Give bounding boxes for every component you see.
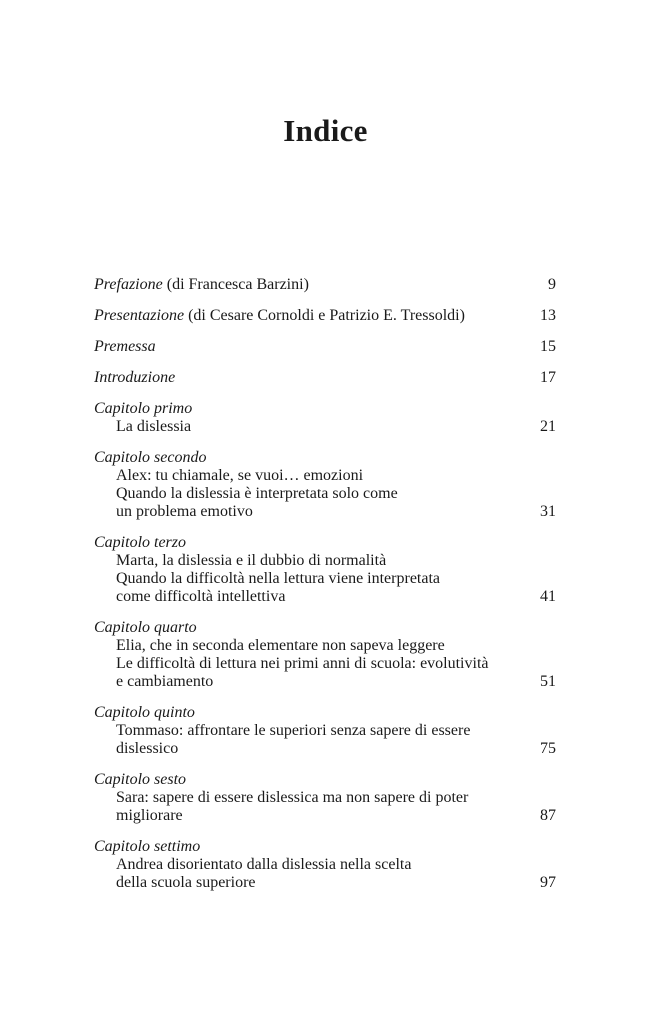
toc-entry-author: (di Francesca Barzini) [162, 276, 309, 293]
toc-page-number: 87 [540, 807, 556, 824]
toc-chapter[interactable] [94, 534, 556, 606]
toc-entry-label [94, 307, 530, 325]
toc-chapter[interactable] [94, 704, 556, 758]
chapter-title-line: migliorare [116, 807, 183, 824]
chapter-heading: Capitolo sesto [94, 771, 187, 788]
toc-page-number: 17 [540, 369, 556, 386]
chapter-title-line: Andrea disorientato dalla dislessia nella scelta [116, 856, 412, 873]
chapter-heading: Capitolo secondo [94, 449, 207, 466]
toc-entry-label [94, 338, 530, 356]
toc-page-number: 9 [548, 276, 556, 293]
toc-entry[interactable] [94, 369, 556, 387]
toc-entry-title: Premessa [94, 338, 156, 355]
toc-page-number: 31 [540, 503, 556, 520]
toc-entry-label [94, 276, 530, 294]
toc-entry-title: Prefazione [94, 276, 163, 293]
chapter-title-line: della scuola superiore [116, 874, 256, 891]
toc-chapter[interactable] [94, 771, 556, 825]
toc-chapter[interactable] [94, 449, 556, 521]
chapter-title-line: dislessico [116, 740, 179, 757]
toc-entry[interactable] [94, 276, 556, 294]
chapter-heading: Capitolo settimo [94, 838, 201, 855]
chapter-heading: Capitolo primo [94, 400, 193, 417]
toc-entry[interactable] [94, 338, 556, 356]
chapter-title-line: La dislessia [116, 418, 192, 435]
chapter-heading: Capitolo quinto [94, 704, 195, 721]
toc-chapter[interactable] [94, 838, 556, 892]
toc-page-number: 13 [540, 307, 556, 324]
chapter-title-line: Quando la difficoltà nella lettura viene interpretata [116, 570, 441, 587]
chapter-title-line: Sara: sapere di essere dislessica ma non sapere di poter [116, 789, 469, 806]
toc-page-number: 21 [540, 418, 556, 435]
toc-entry-title: Presentazione [94, 307, 185, 324]
toc-entry-label [94, 369, 530, 387]
chapter-title-line: come difficoltà intellettiva [116, 588, 286, 605]
chapter-heading: Capitolo terzo [94, 534, 187, 551]
chapter-title-line: Alex: tu chiamale, se vuoi… emozioni [116, 467, 364, 484]
chapter-title-line: Elia, che in seconda elementare non sapeva leggere [116, 637, 445, 654]
toc-page-number: 41 [540, 588, 556, 605]
chapter-title-line: un problema emotivo [116, 503, 253, 520]
toc-entry[interactable] [94, 307, 556, 325]
chapter-heading: Capitolo quarto [94, 619, 197, 636]
toc-entry-author: (di Cesare Cornoldi e Patrizio E. Tressoldi) [184, 307, 465, 324]
chapter-title-line: Quando la dislessia è interpretata solo come [116, 485, 398, 502]
table-of-contents [94, 276, 556, 905]
toc-page-number: 51 [540, 673, 556, 690]
chapter-title-line: Marta, la dislessia e il dubbio di normalità [116, 552, 387, 569]
chapter-title-line: Tommaso: affrontare le superiori senza sapere di essere [116, 722, 471, 739]
page-title: Indice [283, 113, 368, 148]
toc-chapter[interactable] [94, 619, 556, 691]
toc-chapter[interactable] [94, 400, 556, 436]
toc-page-number: 15 [540, 338, 556, 355]
toc-entry-title: Introduzione [94, 369, 176, 386]
chapter-title-line: e cambiamento [116, 673, 214, 690]
toc-page-number: 75 [540, 740, 556, 757]
chapter-title-line: Le difficoltà di lettura nei primi anni di scuola: evolutività [116, 655, 489, 672]
toc-page-number: 97 [540, 874, 556, 891]
